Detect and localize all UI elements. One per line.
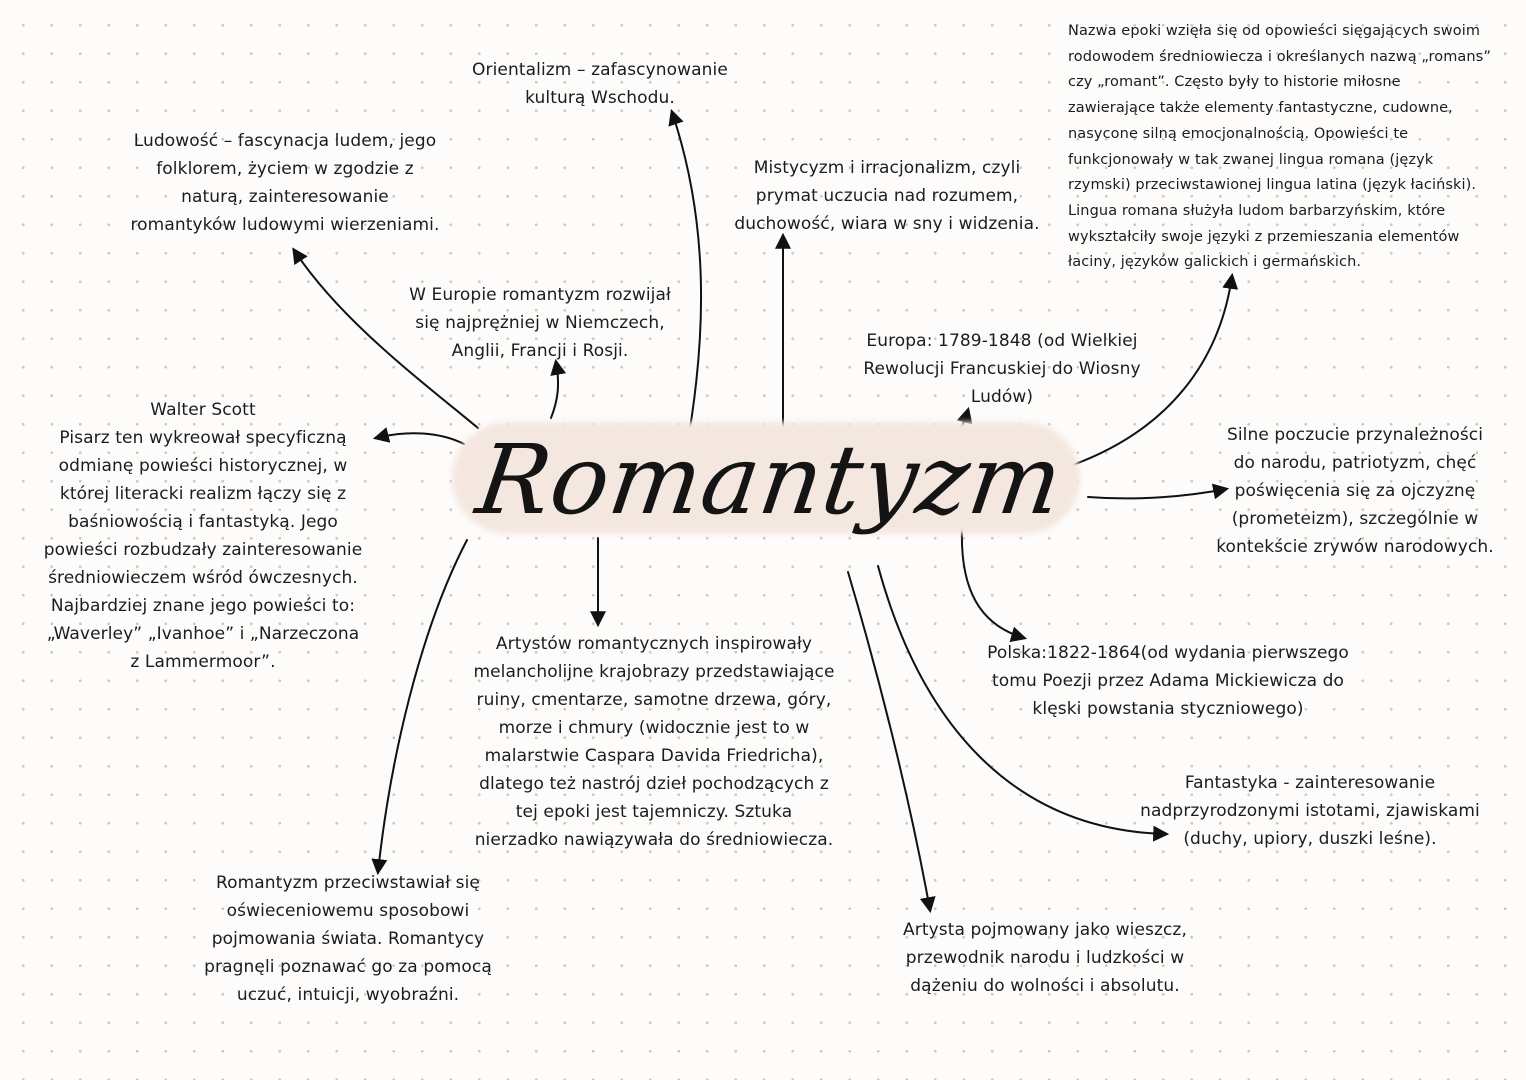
note-ludowosc: Ludowość – fascynacja ludem, jego folklorem, życiem w zgodzie z naturą, zainteresowanie romantyków ludowymi wierzeniami. — [130, 131, 440, 235]
note-europa-daty: Europa: 1789-1848 (od Wielkiej Rewolucji Francuskiej do Wiosny Ludów) — [863, 331, 1141, 407]
note-fantastyka: Fantastyka - zainteresowanie nadprzyrodzonymi istotami, zjawiskami (duchy, upiory, duszki leśne). — [1140, 773, 1480, 849]
note-artysci: Artystów romantycznych inspirowały melancholijne krajobrazy przedstawiające ruiny, cmentarze, samotne drzewa, góry, morze i chmury (widocznie jest to w malarstwie Caspara Davida Friedricha), dlatego też nastrój dzieł pochodzących z tej epoki jest tajemniczy. Sztuka nierzadko nawiązywała do średniowiecza. — [473, 634, 835, 850]
arrow-to-wieszcz — [848, 572, 930, 910]
note-polska: Polska:1822-1864(od wydania pierwszego tomu Poezji przez Adama Mickiewicza do klęski powstania styczniowego) — [987, 643, 1349, 719]
central-topic — [440, 400, 1100, 560]
note-orientalizm: Orientalizm – zafascynowanie kulturą Wschodu. — [472, 60, 728, 108]
note-mistycyzm: Mistycyzm i irracjonalizm, czyli prymat uczucia nad rozumem, duchowość, wiara w sny i widzenia. — [734, 158, 1040, 234]
note-walter-scott: Walter Scott Pisarz ten wykreował specyficzną odmianę powieści historycznej, w której literacki realizm łączy się z baśniowością i fantastyką. Jego powieści rozbudzały zainteresowanie średniowieczem wśród ówczesnych. Najbardziej znane jego powieści to: „Waverley” „Ivanhoe” i „Narzeczona z Lammermoor”. — [43, 400, 363, 672]
note-patriotyzm: Silne poczucie przynależności do narodu, patriotyzm, chęć poświęcenia się za ojczyznę (prometeizm), szczególnie w kontekście zrywów narodowych. — [1216, 425, 1494, 557]
central-title: Romantyzm — [470, 424, 1070, 536]
note-wieszcz: Artysta pojmowany jako wieszcz, przewodnik narodu i ludzkości w dążeniu do wolności i absolutu. — [903, 920, 1187, 996]
note-nazwa-epoki: Nazwa epoki wzięła się od opowieści sięgających swoim rodowodem średniowiecza i określanych nazwą „romans” czy „romant”. Często były to historie miłosne zawierające także elementy fantastyczne, cudowne, nasycone silną emocjonalnością. Opowieści te funkcjonowały w tak zwanej lingua romana (język rzymski) przeciwstawionej lingua latina (język łaciński). Lingua romana służyła ludom barbarzyńskim, które wykształciły swoje języki z przemieszania elementów łaciny, języków galickich i germańskich. — [1068, 23, 1491, 271]
note-oswiecenie: Romantyzm przeciwstawiał się oświeceniowemu sposobowi pojmowania świata. Romantycy pragnęli poznawać go za pomocą uczuć, intuicji, wyobraźni. — [204, 873, 492, 1005]
note-europa-kraje: W Europie romantyzm rozwijał się najprężniej w Niemczech, Anglii, Francji i Rosji. — [409, 285, 671, 361]
